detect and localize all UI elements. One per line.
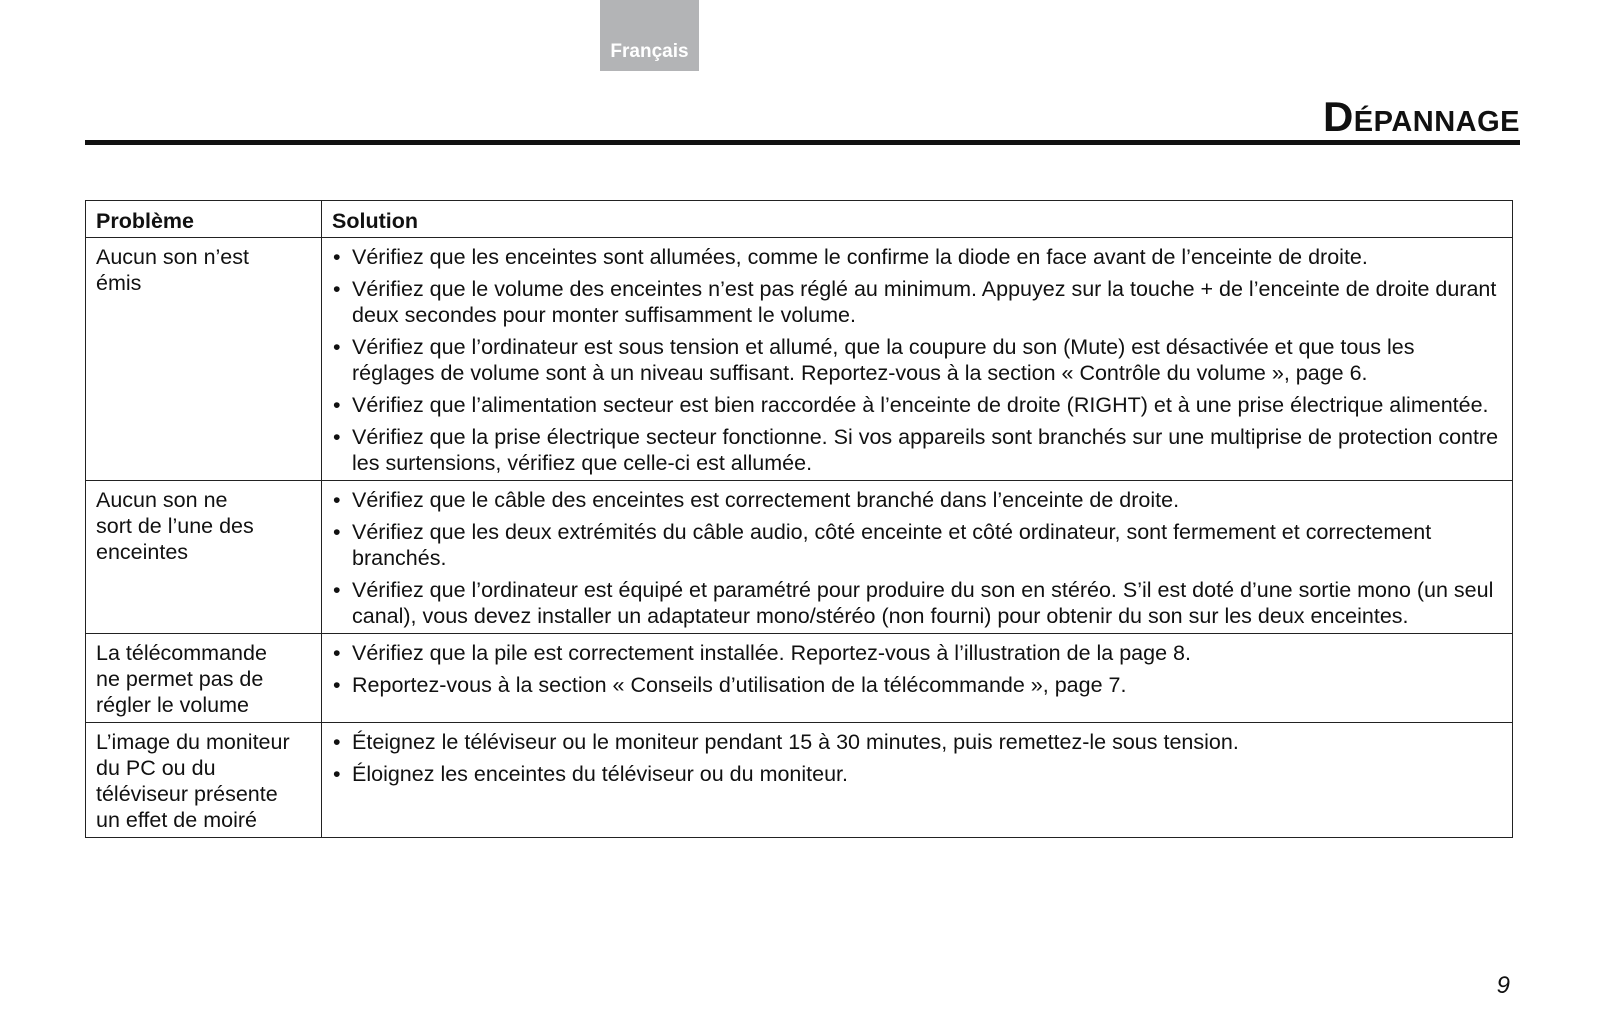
solution-item: • Éteignez le téléviseur ou le moniteur pendant 15 à 30 minutes, puis remettez-le sous tension. bbox=[332, 729, 1502, 755]
solution-item: • Reportez-vous à la section « Conseils d’utilisation de la télécommande », page 7. bbox=[332, 672, 1502, 698]
solution-cell bbox=[322, 238, 1513, 481]
problem-cell: La télécommande ne permet pas de régler le volume bbox=[86, 634, 322, 723]
solution-cell bbox=[322, 481, 1513, 634]
problem-cell: Aucun son ne sort de l’une des enceintes bbox=[86, 481, 322, 634]
solution-item: • Vérifiez que l’ordinateur est sous tension et allumé, que la coupure du son (Mute) est désactivée et que tous les réglages de volume sont à un niveau suffisant. Reportez-vous à la section « Contrôle du volume », page 6. bbox=[332, 334, 1502, 386]
table-row bbox=[86, 238, 1513, 481]
problem-cell: L’image du moniteur du PC ou du téléviseur présente un effet de moiré bbox=[86, 723, 322, 838]
language-tab[interactable] bbox=[600, 0, 699, 71]
page-number: 9 bbox=[1496, 972, 1510, 999]
troubleshooting-table bbox=[85, 200, 1513, 838]
solution-item: • Vérifiez que le câble des enceintes est correctement branché dans l’enceinte de droite. bbox=[332, 487, 1502, 513]
solution-item: • Vérifiez que le volume des enceintes n’est pas réglé au minimum. Appuyez sur la touche + de l’enceinte de droite durant deux secondes pour monter suffisamment le volume. bbox=[332, 276, 1502, 328]
table-header-row bbox=[86, 201, 1513, 238]
solution-cell bbox=[322, 634, 1513, 723]
solution-item: • Vérifiez que les deux extrémités du câble audio, côté enceinte et côté ordinateur, sont fermement et correctement branchés. bbox=[332, 519, 1502, 571]
solution-list bbox=[332, 487, 1502, 629]
solution-item: • Éloignez les enceintes du téléviseur ou du moniteur. bbox=[332, 761, 1502, 787]
language-tab-label: Français bbox=[610, 41, 689, 62]
table-row bbox=[86, 481, 1513, 634]
solution-item: • Vérifiez que l’ordinateur est équipé et paramétré pour produire du son en stéréo. S’il est doté d’une sortie mono (un seul canal), vous devez installer un adaptateur mono/stéréo (non fourni) pour obtenir du son sur les deux enceintes. bbox=[332, 577, 1502, 629]
column-header-problem: Problème bbox=[86, 201, 322, 238]
solution-list bbox=[332, 729, 1502, 787]
solution-cell bbox=[322, 723, 1513, 838]
problem-cell: Aucun son n’est émis bbox=[86, 238, 322, 481]
solution-list bbox=[332, 640, 1502, 698]
table-row bbox=[86, 634, 1513, 723]
title-divider bbox=[85, 140, 1520, 145]
solution-list bbox=[332, 244, 1502, 476]
solution-item: • Vérifiez que l’alimentation secteur est bien raccordée à l’enceinte de droite (RIGHT) et à une prise électrique alimentée. bbox=[332, 392, 1502, 418]
solution-item: • Vérifiez que la prise électrique secteur fonctionne. Si vos appareils sont branchés sur une multiprise de protection contre les surtensions, vérifiez que celle-ci est allumée. bbox=[332, 424, 1502, 476]
table-row bbox=[86, 723, 1513, 838]
page-title: Dépannage bbox=[1322, 93, 1520, 140]
solution-item: • Vérifiez que la pile est correctement installée. Reportez-vous à l’illustration de la page 8. bbox=[332, 640, 1502, 666]
column-header-solution: Solution bbox=[322, 201, 1513, 238]
solution-item: • Vérifiez que les enceintes sont allumées, comme le confirme la diode en face avant de l’enceinte de droite. bbox=[332, 244, 1502, 270]
